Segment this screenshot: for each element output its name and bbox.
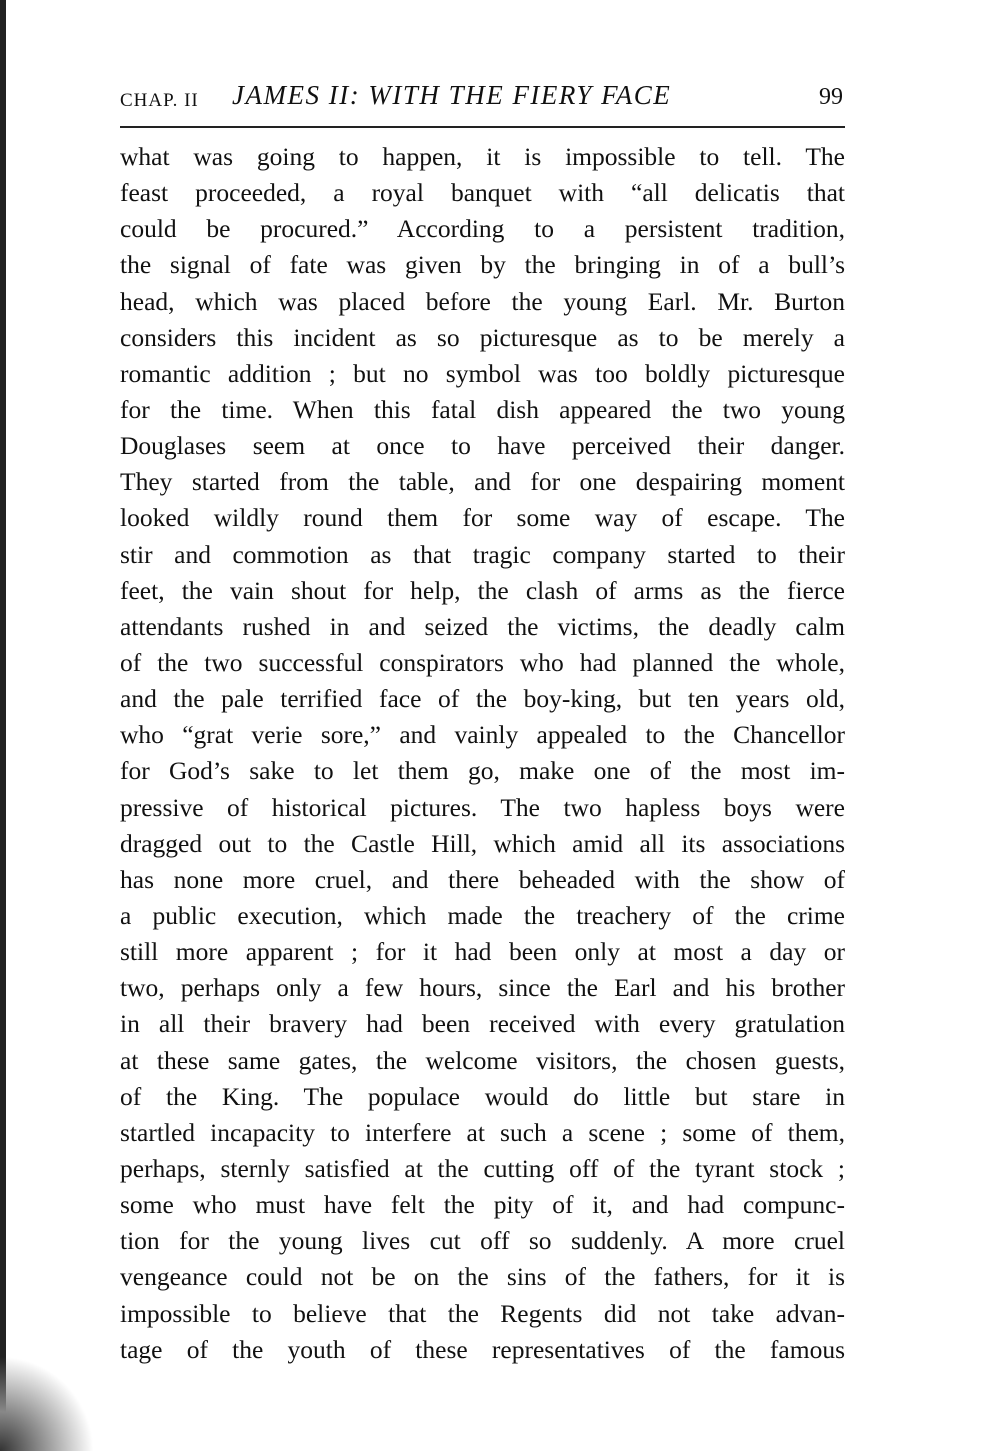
text-line: They started from the table, and for one despairing moment <box>120 467 845 497</box>
text-line: who “grat verie sore,” and vainly appealed to the Chancellor <box>120 720 845 750</box>
header-rule <box>120 126 845 128</box>
text-line: dragged out to the Castle Hill, which amid all its associations <box>120 828 845 858</box>
text-line: startled incapacity to interfere at such a scene ; some of them, <box>120 1117 845 1147</box>
text-line: vengeance could not be on the sins of the fathers, for it is <box>120 1262 845 1292</box>
text-line: some who must have felt the pity of it, and had compunc- <box>120 1190 845 1220</box>
text-line: perhaps, sternly satisfied at the cutting off of the tyrant stock ; <box>120 1153 845 1183</box>
text-line: feast proceeded, a royal banquet with “all delicatis that <box>120 178 845 208</box>
text-line: pressive of historical pictures. The two hapless boys were <box>120 792 845 822</box>
text-line: tion for the young lives cut off so suddenly. A more cruel <box>120 1226 845 1256</box>
text-line: for God’s sake to let them go, make one of the most im- <box>120 756 845 786</box>
text-line: looked wildly round them for some way of escape. The <box>120 503 845 533</box>
text-line: attendants rushed in and seized the victims, the deadly calm <box>120 611 845 641</box>
text-line: Douglases seem at once to have perceived their danger. <box>120 431 845 461</box>
text-line: stir and commotion as that tragic company started to their <box>120 539 845 569</box>
text-line: considers this incident as so picturesque as to be merely a <box>120 322 845 352</box>
text-line: two, perhaps only a few hours, since the Earl and his brother <box>120 973 845 1003</box>
text-line: has none more cruel, and there beheaded with the show of <box>120 864 845 894</box>
text-line: the signal of fate was given by the bringing in of a bull’s <box>120 250 845 280</box>
text-line: at these same gates, the welcome visitors, the chosen guests, <box>120 1045 845 1075</box>
text-line: romantic addition ; but no symbol was too boldly picturesque <box>120 358 845 388</box>
chapter-label: CHAP. II <box>120 90 199 111</box>
body-text <box>120 139 845 1368</box>
running-title: JAMES II: WITH THE FIERY FACE <box>232 80 672 110</box>
text-line: what was going to happen, it is impossible to tell. The <box>120 142 845 171</box>
text-line: feet, the vain shout for help, the clash of arms as the fierce <box>120 575 845 605</box>
text-line: for the time. When this fatal dish appeared the two young <box>120 394 845 424</box>
page-edge-shadow <box>0 0 6 1451</box>
text-line: in all their bravery had been received with every gratulation <box>120 1009 845 1039</box>
text-line: tage of the youth of these representatives of the famous <box>120 1334 845 1364</box>
text-line: head, which was placed before the young Earl. Mr. Burton <box>120 286 845 316</box>
text-line: of the King. The populace would do little but stare in <box>120 1081 845 1111</box>
text-line: still more apparent ; for it had been only at most a day or <box>120 937 845 967</box>
page-number: 99 <box>819 84 843 110</box>
text-line: a public execution, which made the treachery of the crime <box>120 900 845 930</box>
text-line: and the pale terrified face of the boy-king, but ten years old, <box>120 684 845 714</box>
text-line: of the two successful conspirators who had planned the whole, <box>120 647 845 677</box>
text-line: impossible to believe that the Regents did not take advan- <box>120 1298 845 1328</box>
scan-corner-shadow <box>0 1340 110 1451</box>
running-header <box>120 80 845 120</box>
text-line: could be procured.” According to a persistent tradition, <box>120 214 845 244</box>
